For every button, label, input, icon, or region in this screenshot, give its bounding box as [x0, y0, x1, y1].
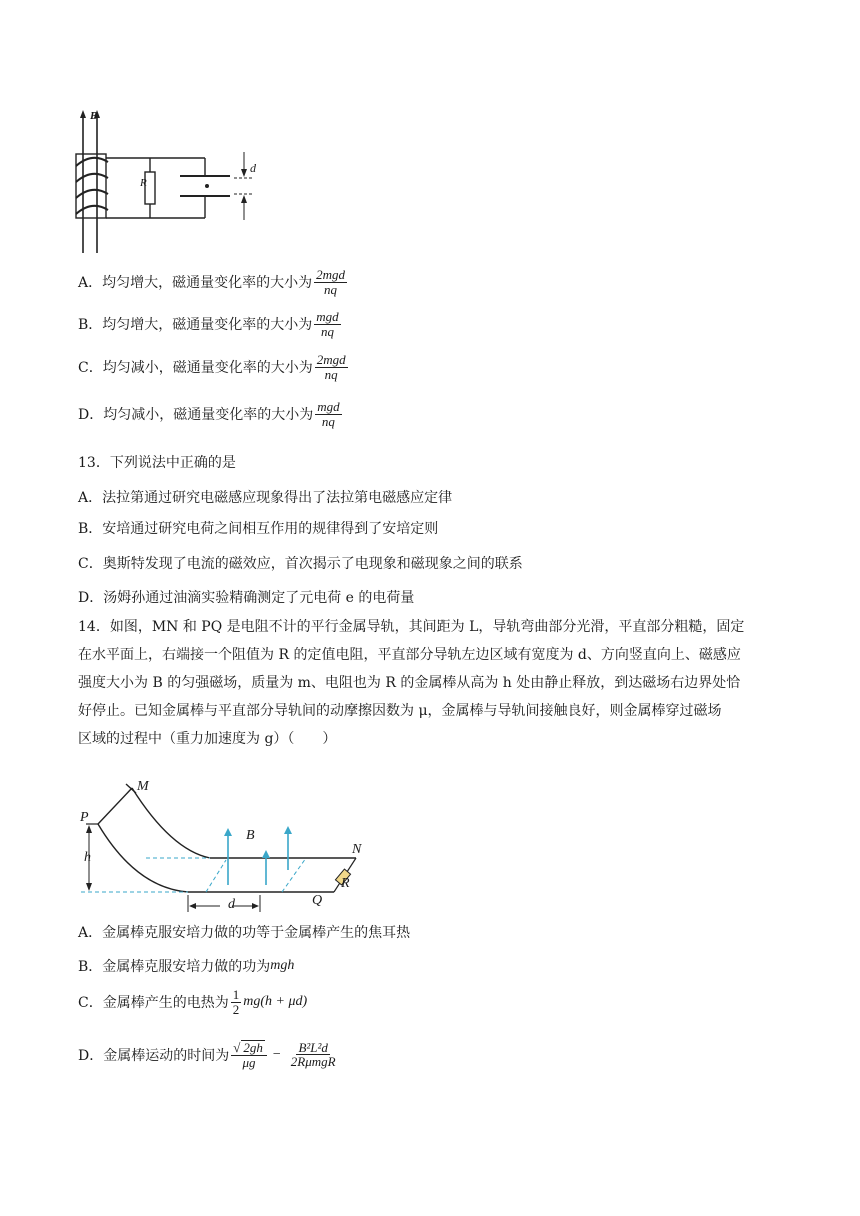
fig2-label-d: d: [228, 897, 235, 912]
fraction-numerator: mgd: [316, 309, 339, 324]
q12-option-c-text: C．均匀减小，磁通量变化率的大小为: [78, 360, 313, 377]
fraction-denominator: 2: [232, 1001, 240, 1017]
fig2-label-h: h: [84, 850, 91, 865]
q14-option-c-formula: mg(h + μd): [243, 994, 308, 1010]
q14-option-b-text: B．金属棒克服安培力做的功为: [78, 959, 271, 975]
q12-option-d-text: D．均匀减小，磁通量变化率的大小为: [78, 407, 314, 424]
fraction-numerator: 2mgd: [316, 267, 345, 282]
fraction-numerator: 2mgd: [316, 352, 346, 367]
q12-option-a-text: A．均匀增大，磁通量变化率的大小为: [78, 275, 313, 292]
q14-stem-line: 在水平面上，右端接一个阻值为 R 的定值电阻，平直部分导轨左边区域有宽度为 d、方向竖直向上、磁感应: [78, 647, 741, 663]
q14-option-d: [78, 1040, 338, 1069]
q14-stem: [78, 613, 784, 753]
q14-option-a: A．金属棒克服安培力做的功等于金属棒产生的焦耳热: [78, 925, 411, 941]
fig2-label-n: N: [352, 842, 362, 857]
q12-option-b: [78, 310, 341, 338]
fraction-denominator: nq: [324, 366, 338, 382]
q14-option-c-text: C．金属棒产生的电热为: [78, 995, 229, 1012]
q14-stem-line: 好停止。已知金属棒与平直部分导轨间的动摩擦因数为 μ，金属棒与导轨间接触良好，则金属棒穿过磁场: [78, 703, 722, 719]
fraction-denominator: μg: [242, 1054, 256, 1070]
fig2-label-q: Q: [312, 893, 323, 908]
q14-option-d-fraction-1: [231, 1040, 267, 1069]
q14-option-b-formula: mgh: [270, 958, 295, 973]
q14-option-d-text: D．金属棒运动的时间为: [78, 1047, 230, 1064]
q14-option-c: [78, 988, 307, 1016]
q14-stem-line: 区域的过程中（重力加速度为 g）（ ）: [78, 731, 337, 747]
q14-option-c-fraction: [231, 988, 242, 1016]
fraction-denominator: nq: [321, 413, 335, 429]
fraction-denominator: nq: [324, 281, 338, 297]
fraction-numerator: 1: [232, 987, 240, 1002]
fig1-label-d: d: [250, 161, 256, 175]
q12-option-b-text: B．均匀增大，磁通量变化率的大小为: [78, 317, 313, 334]
q14-option-b: [78, 956, 294, 976]
q12-option-b-fraction: [314, 310, 340, 338]
fig2-label-b: B: [246, 828, 255, 843]
fraction-denominator: 2RμmgR: [290, 1054, 336, 1070]
q13-option-b: B．安培通过研究电荷之间相互作用的规律得到了安培定则: [78, 521, 439, 537]
q12-option-c-fraction: [315, 353, 348, 381]
q12-option-d-fraction: [315, 400, 341, 428]
q12-option-a-fraction: [314, 268, 347, 296]
q13-option-a: A．法拉第通过研究电磁感应现象得出了法拉第电磁感应定律: [78, 490, 453, 506]
sqrt-radicand: 2gh: [243, 1040, 263, 1055]
q14-stem-line: 强度大小为 B 的匀强磁场，质量为 m、电阻也为 R 的金属棒从高为 h 处由静止释放，到达磁场右边界处恰: [78, 675, 741, 691]
fig2-label-p: P: [80, 810, 89, 825]
fig2-label-r: R: [341, 876, 350, 891]
q13-stem: 13．下列说法中正确的是: [78, 455, 236, 471]
fraction-numerator: B²L²d: [298, 1039, 328, 1055]
fig2-label-m: M: [137, 779, 149, 794]
q12-option-a: [78, 268, 347, 296]
fraction-denominator: nq: [320, 323, 334, 339]
q12-option-d: [78, 400, 342, 428]
q12-option-c: [78, 353, 348, 381]
fraction-numerator: mgd: [317, 399, 340, 414]
q14-option-d-fraction-2: [289, 1041, 338, 1069]
fig1-label-r: R: [140, 177, 147, 189]
rail-magnetic-field-figure: [76, 780, 376, 920]
q13-option-d: D．汤姆孙通过油滴实验精确测定了元电荷 e 的电荷量: [78, 590, 415, 606]
solenoid-circuit-figure: [70, 108, 270, 258]
minus-sign: −: [272, 1046, 281, 1062]
q13-option-c: C．奥斯特发现了电流的磁效应，首次揭示了电现象和磁现象之间的联系: [78, 556, 523, 572]
q14-stem-line: 14．如图，MN 和 PQ 是电阻不计的平行金属导轨，其间距为 L，导轨弯曲部分光滑，平直部分粗糙，固定: [78, 619, 745, 635]
fraction-numerator: √ 2gh: [231, 1040, 267, 1056]
fig1-label-b: B: [90, 110, 98, 122]
